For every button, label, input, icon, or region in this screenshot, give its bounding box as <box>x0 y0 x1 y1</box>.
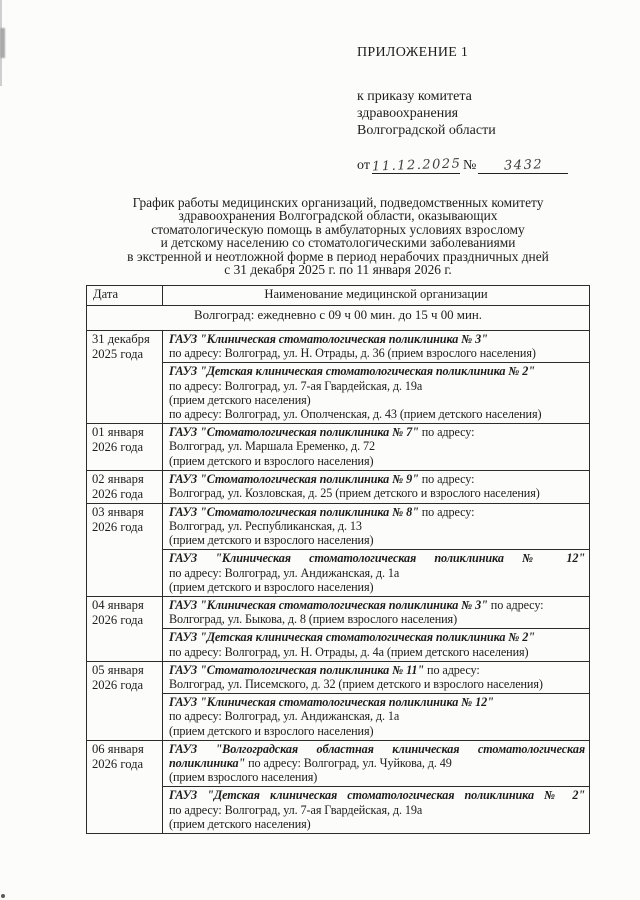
organization-name: ГАУЗ "Клиническая стоматологическая поликлиника № 12" <box>169 695 494 710</box>
organization-cell <box>163 331 590 363</box>
organization-line: Волгоград, ул. Писемского, д. 32 (прием детского и взрослого населения) <box>169 677 543 692</box>
organization-name: ГАУЗ "Детская клиническая стоматологическая поликлиника № 2" <box>169 364 535 379</box>
table-row <box>87 424 590 471</box>
organization-address-inline: по адресу: <box>421 504 475 519</box>
organization-name: ГАУЗ "Стоматологическая поликлиника № 7" <box>169 425 419 440</box>
table-row <box>87 694 590 741</box>
organization-line: (прием детского и взрослого населения) <box>169 723 374 738</box>
table-row <box>87 629 590 661</box>
organization-name: ГАУЗ "Клиническая стоматологическая поликлиника № 3" <box>169 598 488 613</box>
organization-line: по адресу: Волгоград, ул. 7-ая Гвардейская, д. 19а <box>169 802 423 817</box>
organization-line: (прием детского населения) <box>169 816 311 831</box>
scan-speck-artifact <box>1 894 5 898</box>
organization-line: Волгоград, ул. Маршала Еременко, д. 72 <box>169 439 376 454</box>
organization-name: ГАУЗ "Клиническая стоматологическая поликлиника № 12" <box>169 551 585 566</box>
organization-name: ГАУЗ "Стоматологическая поликлиника № 11" <box>169 662 425 677</box>
table-row <box>87 363 590 424</box>
title-line: с 31 декабря 2025 г. по 11 января 2026 г. <box>224 262 452 278</box>
order-reference-line: к приказу комитета <box>357 89 472 104</box>
title-line: График работы медицинских организаций, подведомственных комитету <box>132 195 544 210</box>
handwritten-number: 3432 <box>503 157 544 174</box>
organization-line: (прием детского и взрослого населения) <box>169 579 374 594</box>
from-label: от <box>357 158 370 173</box>
table-row <box>87 550 590 597</box>
organization-address-inline: по адресу: <box>490 598 544 613</box>
organization-cell <box>163 597 590 629</box>
handwritten-number-field <box>478 156 568 174</box>
organization-cell <box>163 470 590 503</box>
organization-name: ГАУЗ "Детская клиническая стоматологическая поликлиника № 2" <box>169 630 535 645</box>
number-sign: № <box>462 158 477 173</box>
organization-address-inline: по адресу: <box>421 425 475 440</box>
organization-line: по адресу: Волгоград, ул. 7-ая Гвардейская, д. 19а <box>169 378 423 393</box>
organization-line: Волгоград, ул. Быкова, д. 8 (прием взрослого населения) <box>169 612 458 627</box>
title-line: и детскому населению со стоматологическими заболеваниями <box>160 235 516 251</box>
column-header-organization: Наименование медицинской организации <box>163 286 590 306</box>
table-row <box>87 740 590 787</box>
organization-cell <box>163 694 590 741</box>
organization-cell <box>163 740 590 787</box>
organization-name: ГАУЗ "Детская клиническая стоматологическая поликлиника № 2" <box>169 788 585 803</box>
organization-line: по адресу: Волгоград, ул. Андижанская, д. 1а <box>169 709 400 724</box>
date-cell: 01 января 2026 года <box>87 424 163 471</box>
document-title <box>55 196 621 276</box>
organization-address-inline: по адресу: <box>421 471 475 486</box>
table-row <box>87 470 590 503</box>
column-header-date: Дата <box>87 286 163 306</box>
organization-line: (прием детского населения) <box>169 392 311 407</box>
organization-cell <box>163 424 590 471</box>
organization-cell <box>163 503 590 550</box>
organization-address-inline: по адресу: Волгоград, ул. Чуйкова, д. 49 <box>248 756 452 771</box>
date-cell: 05 января 2026 года <box>87 661 163 740</box>
order-reference-line: Волгоградской области <box>357 123 496 138</box>
organization-line: по адресу: Волгоград, ул. Н. Отрады, д. 4а (прием детского населения) <box>169 644 529 659</box>
organization-line: по адресу: Волгоград, ул. Андижанская, д. 1а <box>169 565 400 580</box>
appendix-title: ПРИЛОЖЕНИЕ 1 <box>357 45 469 60</box>
organization-name: ГАУЗ "Стоматологическая поликлиника № 8" <box>169 504 419 519</box>
organization-line: (прием взрослого населения) <box>169 770 318 785</box>
scan-mark-artifact <box>0 28 5 58</box>
table-row <box>87 787 590 834</box>
table-row <box>87 597 590 629</box>
organization-cell <box>163 363 590 424</box>
organization-cell <box>163 661 590 693</box>
title-line: в экстренной и неотложной форме в период нерабочих праздничных дней <box>127 248 549 264</box>
order-reference-line: здравоохранения <box>357 106 459 121</box>
date-cell: 04 января 2026 года <box>87 597 163 662</box>
date-cell: 06 января 2026 года <box>87 740 163 833</box>
date-cell: 02 января 2026 года <box>87 470 163 503</box>
date-cell: 03 января 2026 года <box>87 503 163 596</box>
organization-cell <box>163 550 590 597</box>
city-schedule-text: Волгоград: ежедневно с 09 ч 00 мин. до 15 ч 00 мин. <box>87 306 590 331</box>
organization-name: ГАУЗ "Волгоградская областная клиническая стоматологическая поликлиника" <box>169 741 585 771</box>
document-header-block <box>357 44 570 174</box>
organization-cell <box>163 787 590 834</box>
order-date-number-line <box>357 156 570 174</box>
date-cell: 31 декабря 2025 года <box>87 331 163 424</box>
organization-line: Волгоград, ул. Козловская, д. 25 (прием детского и взрослого населения) <box>169 486 540 501</box>
organization-name: ГАУЗ "Клиническая стоматологическая поликлиника № 3" <box>169 332 488 346</box>
title-line: здравоохранения Волгоградской области, оказывающих <box>178 208 498 224</box>
handwritten-date: 11.12.2025 <box>371 156 462 175</box>
table-row <box>87 661 590 693</box>
organization-name: ГАУЗ "Стоматологическая поликлиника № 9" <box>169 471 419 486</box>
table-row <box>87 331 590 363</box>
schedule-table <box>86 285 590 834</box>
organization-cell <box>163 629 590 661</box>
organization-line: (прием детского и взрослого населения) <box>169 533 374 548</box>
city-schedule-row <box>87 306 590 331</box>
table-header-row <box>87 286 590 306</box>
organization-address-inline: по адресу: <box>427 662 480 677</box>
organization-line: (прием детского и взрослого населения) <box>169 453 374 468</box>
organization-line: Волгоград, ул. Республиканская, д. 13 <box>169 519 362 534</box>
table-row <box>87 503 590 550</box>
order-reference <box>357 88 570 139</box>
organization-line: по адресу: Волгоград, ул. Ополченская, д. 43 (прием детского населения) <box>169 407 542 422</box>
title-line: стоматологическую помощь в амбулаторных условиях взрослому <box>151 221 525 237</box>
handwritten-date-field <box>372 156 460 174</box>
organization-line: по адресу: Волгоград, ул. Н. Отрады, д. 36 (прием взрослого населения) <box>169 346 536 361</box>
